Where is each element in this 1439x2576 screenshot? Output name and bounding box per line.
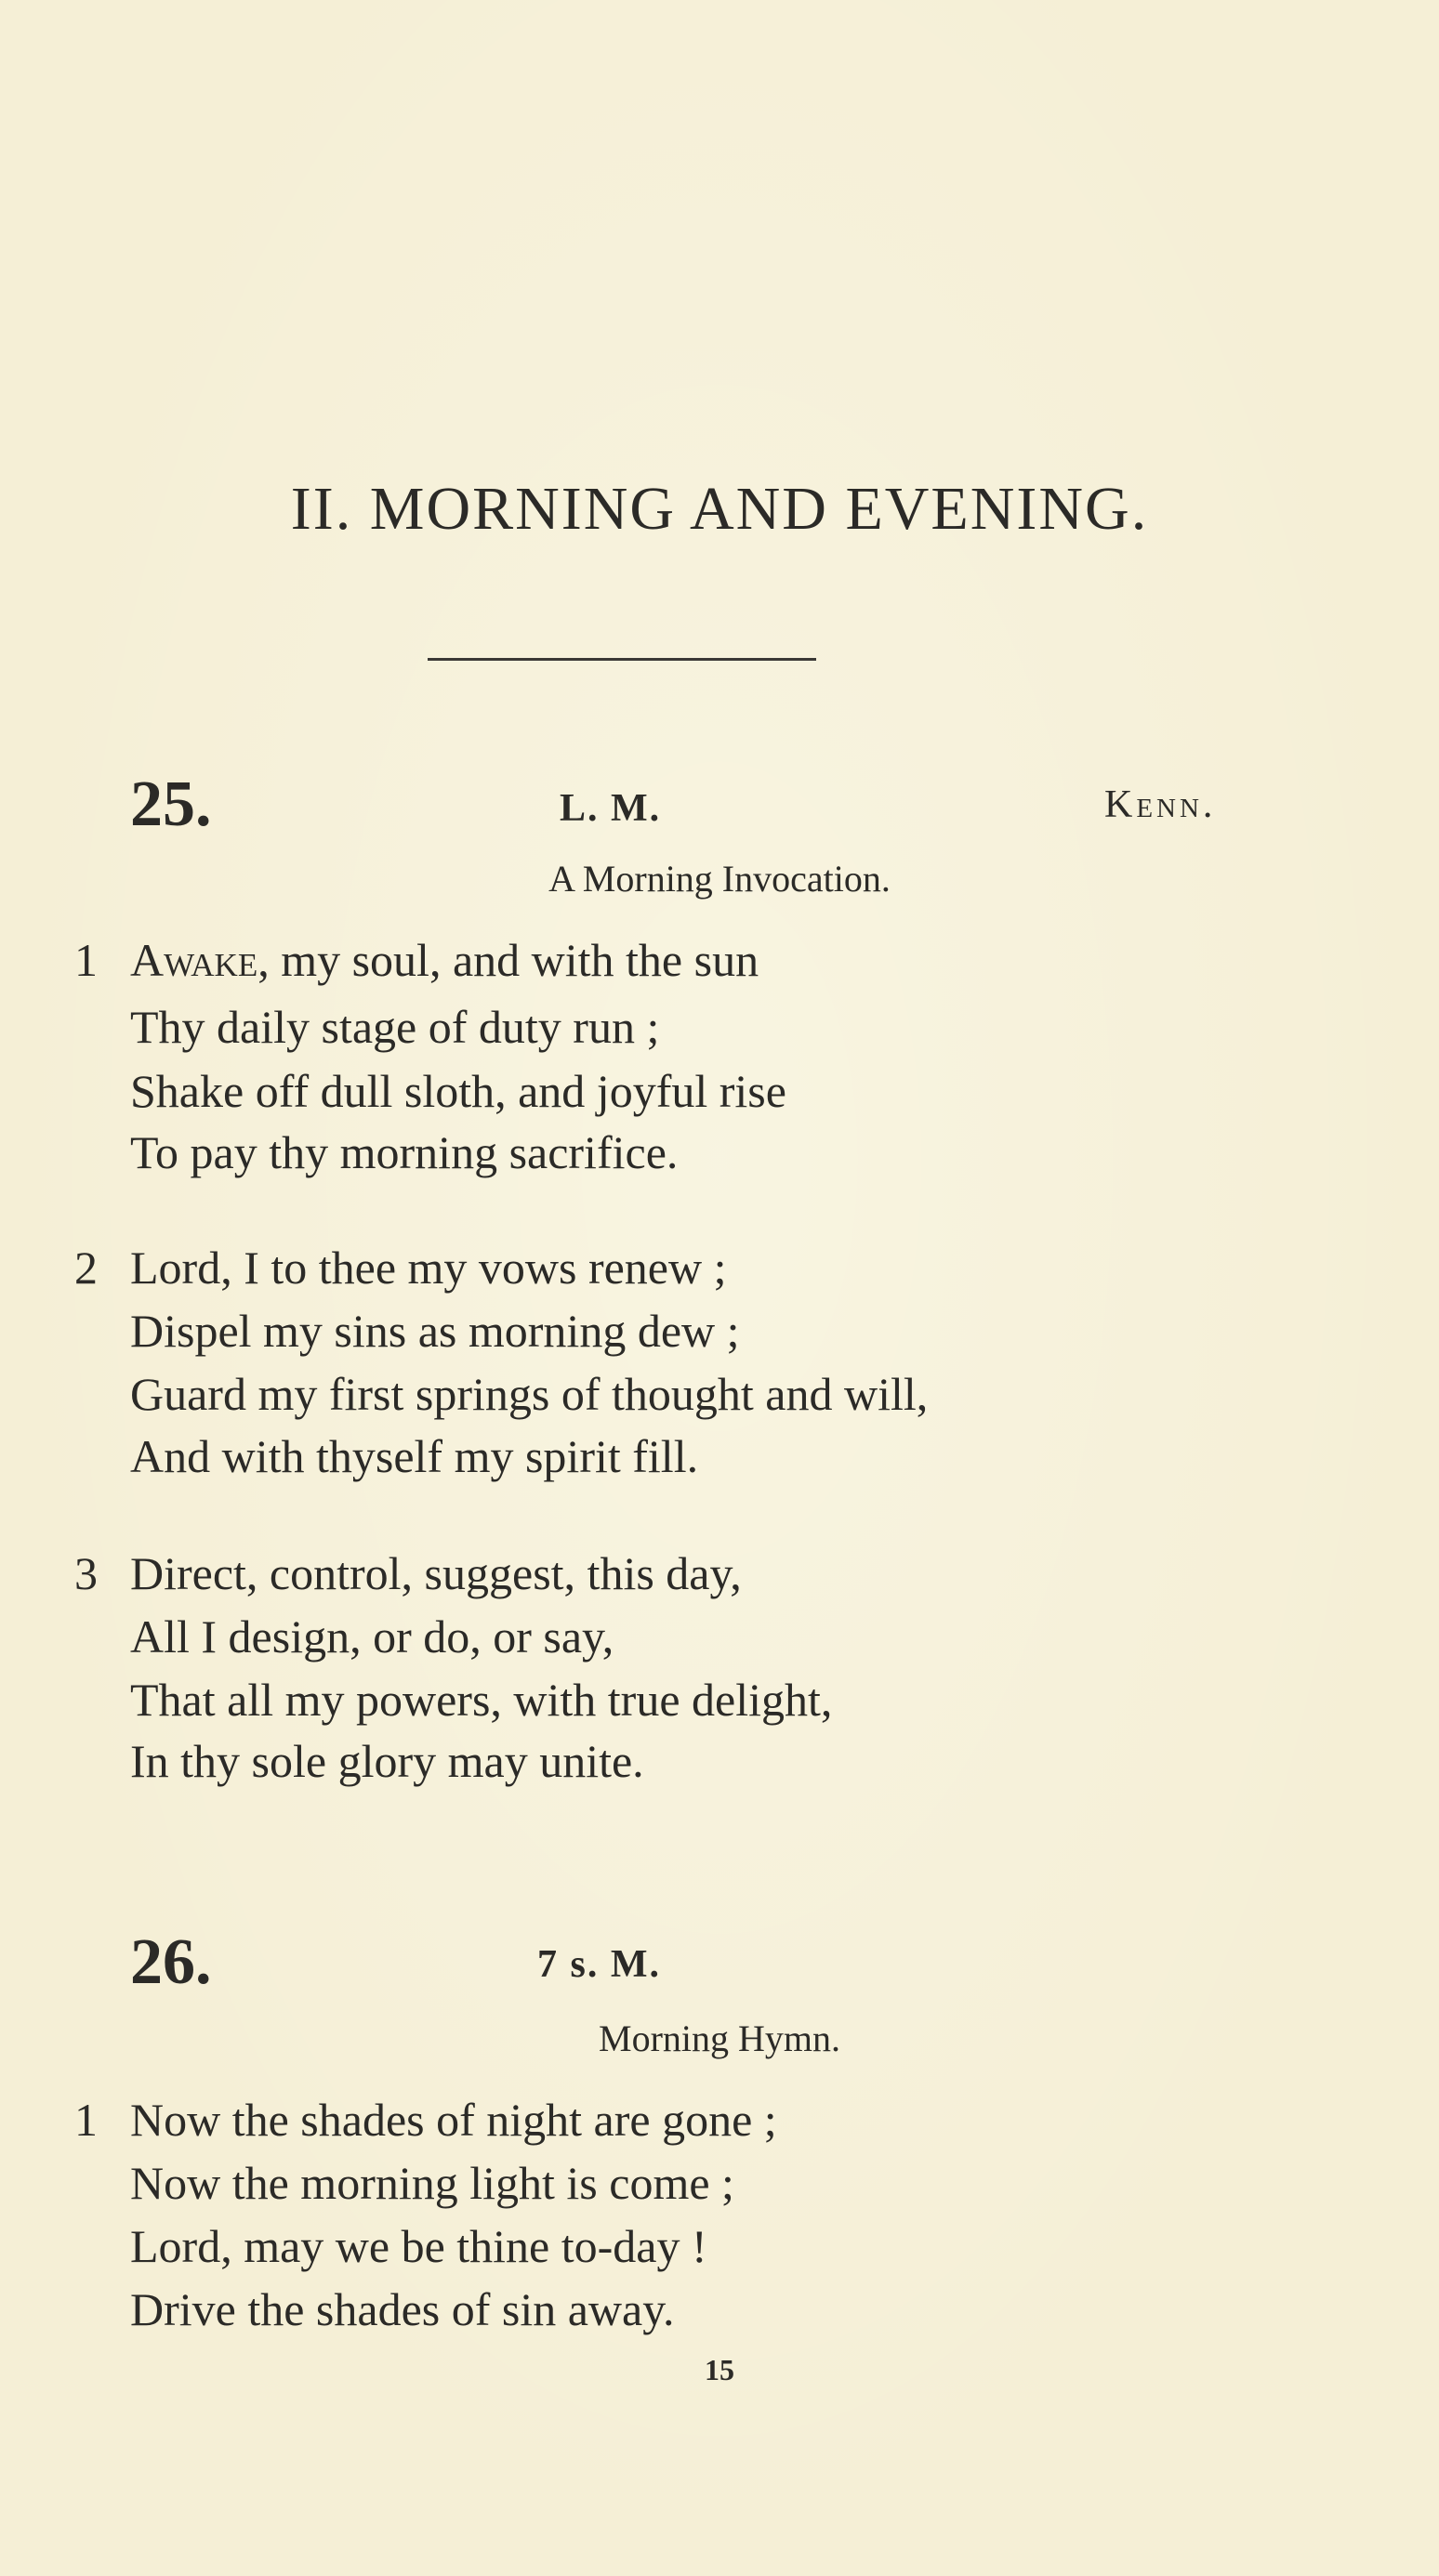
verse-line: To pay thy morning sacrifice. bbox=[130, 1126, 679, 1178]
verse-line bbox=[130, 933, 759, 987]
verse-line: And with thyself my spirit fill. bbox=[130, 1430, 699, 1482]
verse-line: That all my powers, with true delight, bbox=[130, 1674, 833, 1726]
verse-line: Shake off dull sloth, and joyful rise bbox=[130, 1065, 786, 1117]
hymn-number: 26. bbox=[130, 1926, 212, 1998]
verse-line: All I design, or do, or say, bbox=[130, 1610, 614, 1663]
verse-number: 2 bbox=[74, 1242, 98, 1294]
verse-line: Lord, I to thee my vows renew ; bbox=[130, 1242, 727, 1294]
section-divider bbox=[428, 658, 816, 661]
verse-lead-word: Awake bbox=[130, 934, 258, 986]
verse-line-rest: , my soul, and with the sun bbox=[257, 934, 759, 986]
verse-line: Now the morning light is come ; bbox=[130, 2157, 734, 2209]
verse-line: Thy daily stage of duty run ; bbox=[130, 1001, 660, 1053]
verse-number: 1 bbox=[74, 2094, 98, 2146]
verse-line: In thy sole glory may unite. bbox=[130, 1735, 644, 1787]
hymn-meter: 7 s. M. bbox=[537, 1943, 661, 1986]
verse-line: Dispel my sins as morning dew ; bbox=[130, 1305, 740, 1357]
verse-line: Lord, may we be thine to-day ! bbox=[130, 2220, 707, 2272]
hymn-subtitle: Morning Hymn. bbox=[599, 2017, 840, 2059]
hymn-subtitle: A Morning Invocation. bbox=[548, 858, 891, 900]
verse-number: 3 bbox=[74, 1547, 98, 1599]
section-title: II. MORNING AND EVENING. bbox=[290, 475, 1149, 543]
verse-line: Drive the shades of sin away. bbox=[130, 2283, 675, 2335]
hymn-meter: L. M. bbox=[560, 787, 662, 830]
verse-number: 1 bbox=[74, 934, 98, 986]
verse-line: Guard my first springs of thought and will, bbox=[130, 1368, 929, 1420]
verse-line: Now the shades of night are gone ; bbox=[130, 2094, 777, 2146]
hymn-number: 25. bbox=[130, 769, 212, 840]
verse-line: Direct, control, suggest, this day, bbox=[130, 1547, 742, 1599]
hymn-author: Kenn. bbox=[1104, 783, 1217, 826]
page-number: 15 bbox=[705, 2353, 734, 2386]
